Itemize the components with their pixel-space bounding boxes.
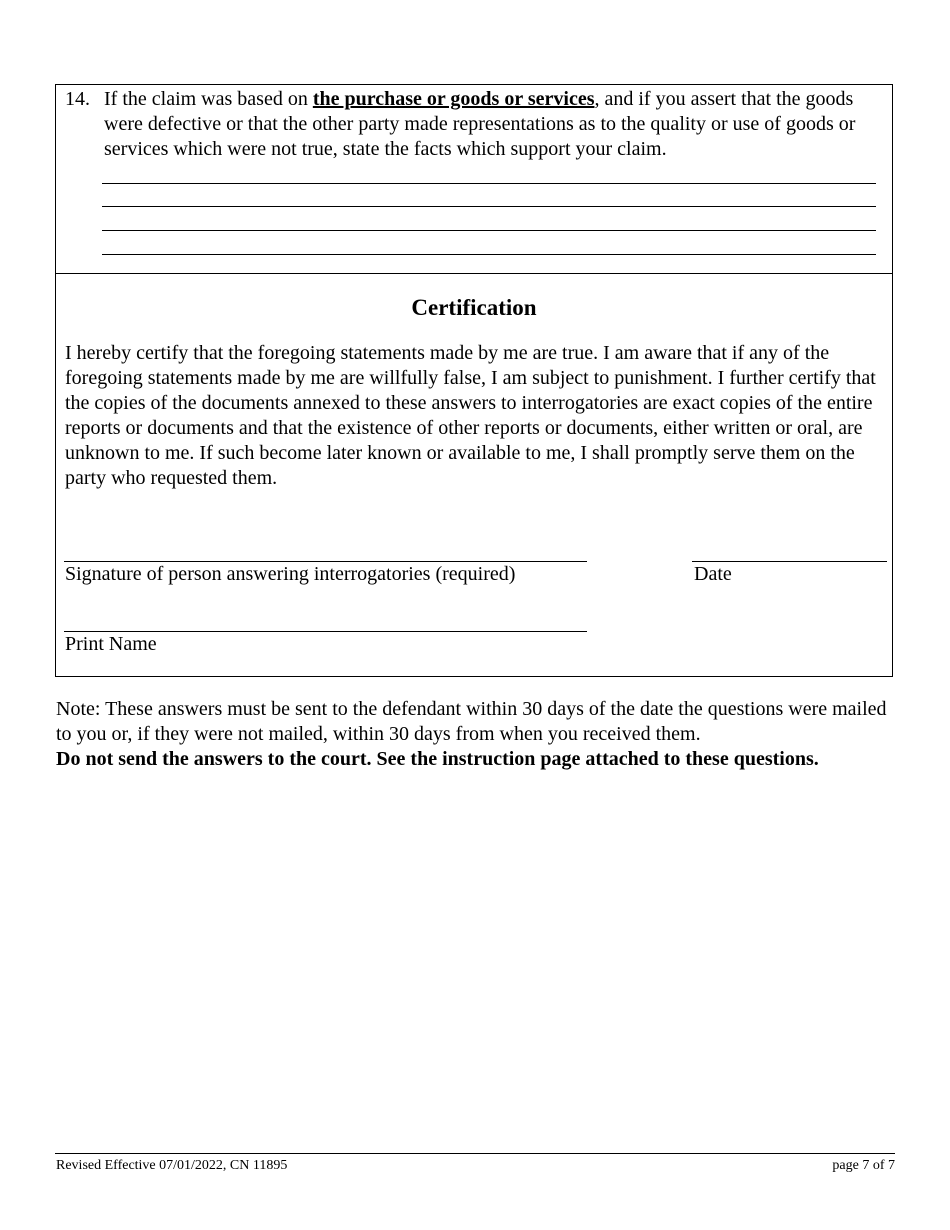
answer-line-4[interactable] [102, 254, 876, 255]
certification-section [55, 273, 893, 677]
answer-line-1[interactable] [102, 183, 876, 184]
question-number: 14. [65, 88, 90, 110]
print-name-label: Print Name [65, 633, 157, 655]
question-text-end: , and if you assert that the goods were defective or that the other party made representations as to the quality or use of goods or services which were not true, state the facts which support your claim. [104, 88, 856, 160]
date-label: Date [694, 563, 732, 585]
footer-divider [55, 1153, 895, 1154]
question-14-section [55, 84, 893, 273]
footer-revision: Revised Effective 07/01/2022, CN 11895 [56, 1158, 288, 1173]
signature-label: Signature of person answering interrogatories (required) [65, 563, 516, 585]
certification-body: I hereby certify that the foregoing statements made by me are true. I am aware that if any of the foregoing statements made by me are willfully false, I am subject to punishment. I further certify that the copies of the documents annexed to these answers to interrogatories are exact copies of the entire reports or documents and that the existence of other reports or documents, either written or oral, are unknown to me. If such become later known or available to me, I shall promptly serve them on the party who requested them. [65, 342, 876, 489]
question-text-emphasis: the purchase or goods or services [312, 88, 595, 110]
answer-line-2[interactable] [102, 206, 876, 207]
note-section [56, 697, 906, 772]
answer-line-3[interactable] [102, 230, 876, 231]
certification-title: Certification [411, 295, 537, 320]
question-text-start: If the claim was based on [104, 88, 313, 110]
note-text: Note: These answers must be sent to the defendant within 30 days of the date the questions were mailed to you or, if they were not mailed, within 30 days from when you received them. [56, 698, 887, 745]
footer-page-number: page 7 of 7 [832, 1158, 895, 1173]
question-text [104, 87, 884, 162]
note-bold-text: Do not send the answers to the court. See the instruction page attached to these questions. [56, 748, 819, 770]
